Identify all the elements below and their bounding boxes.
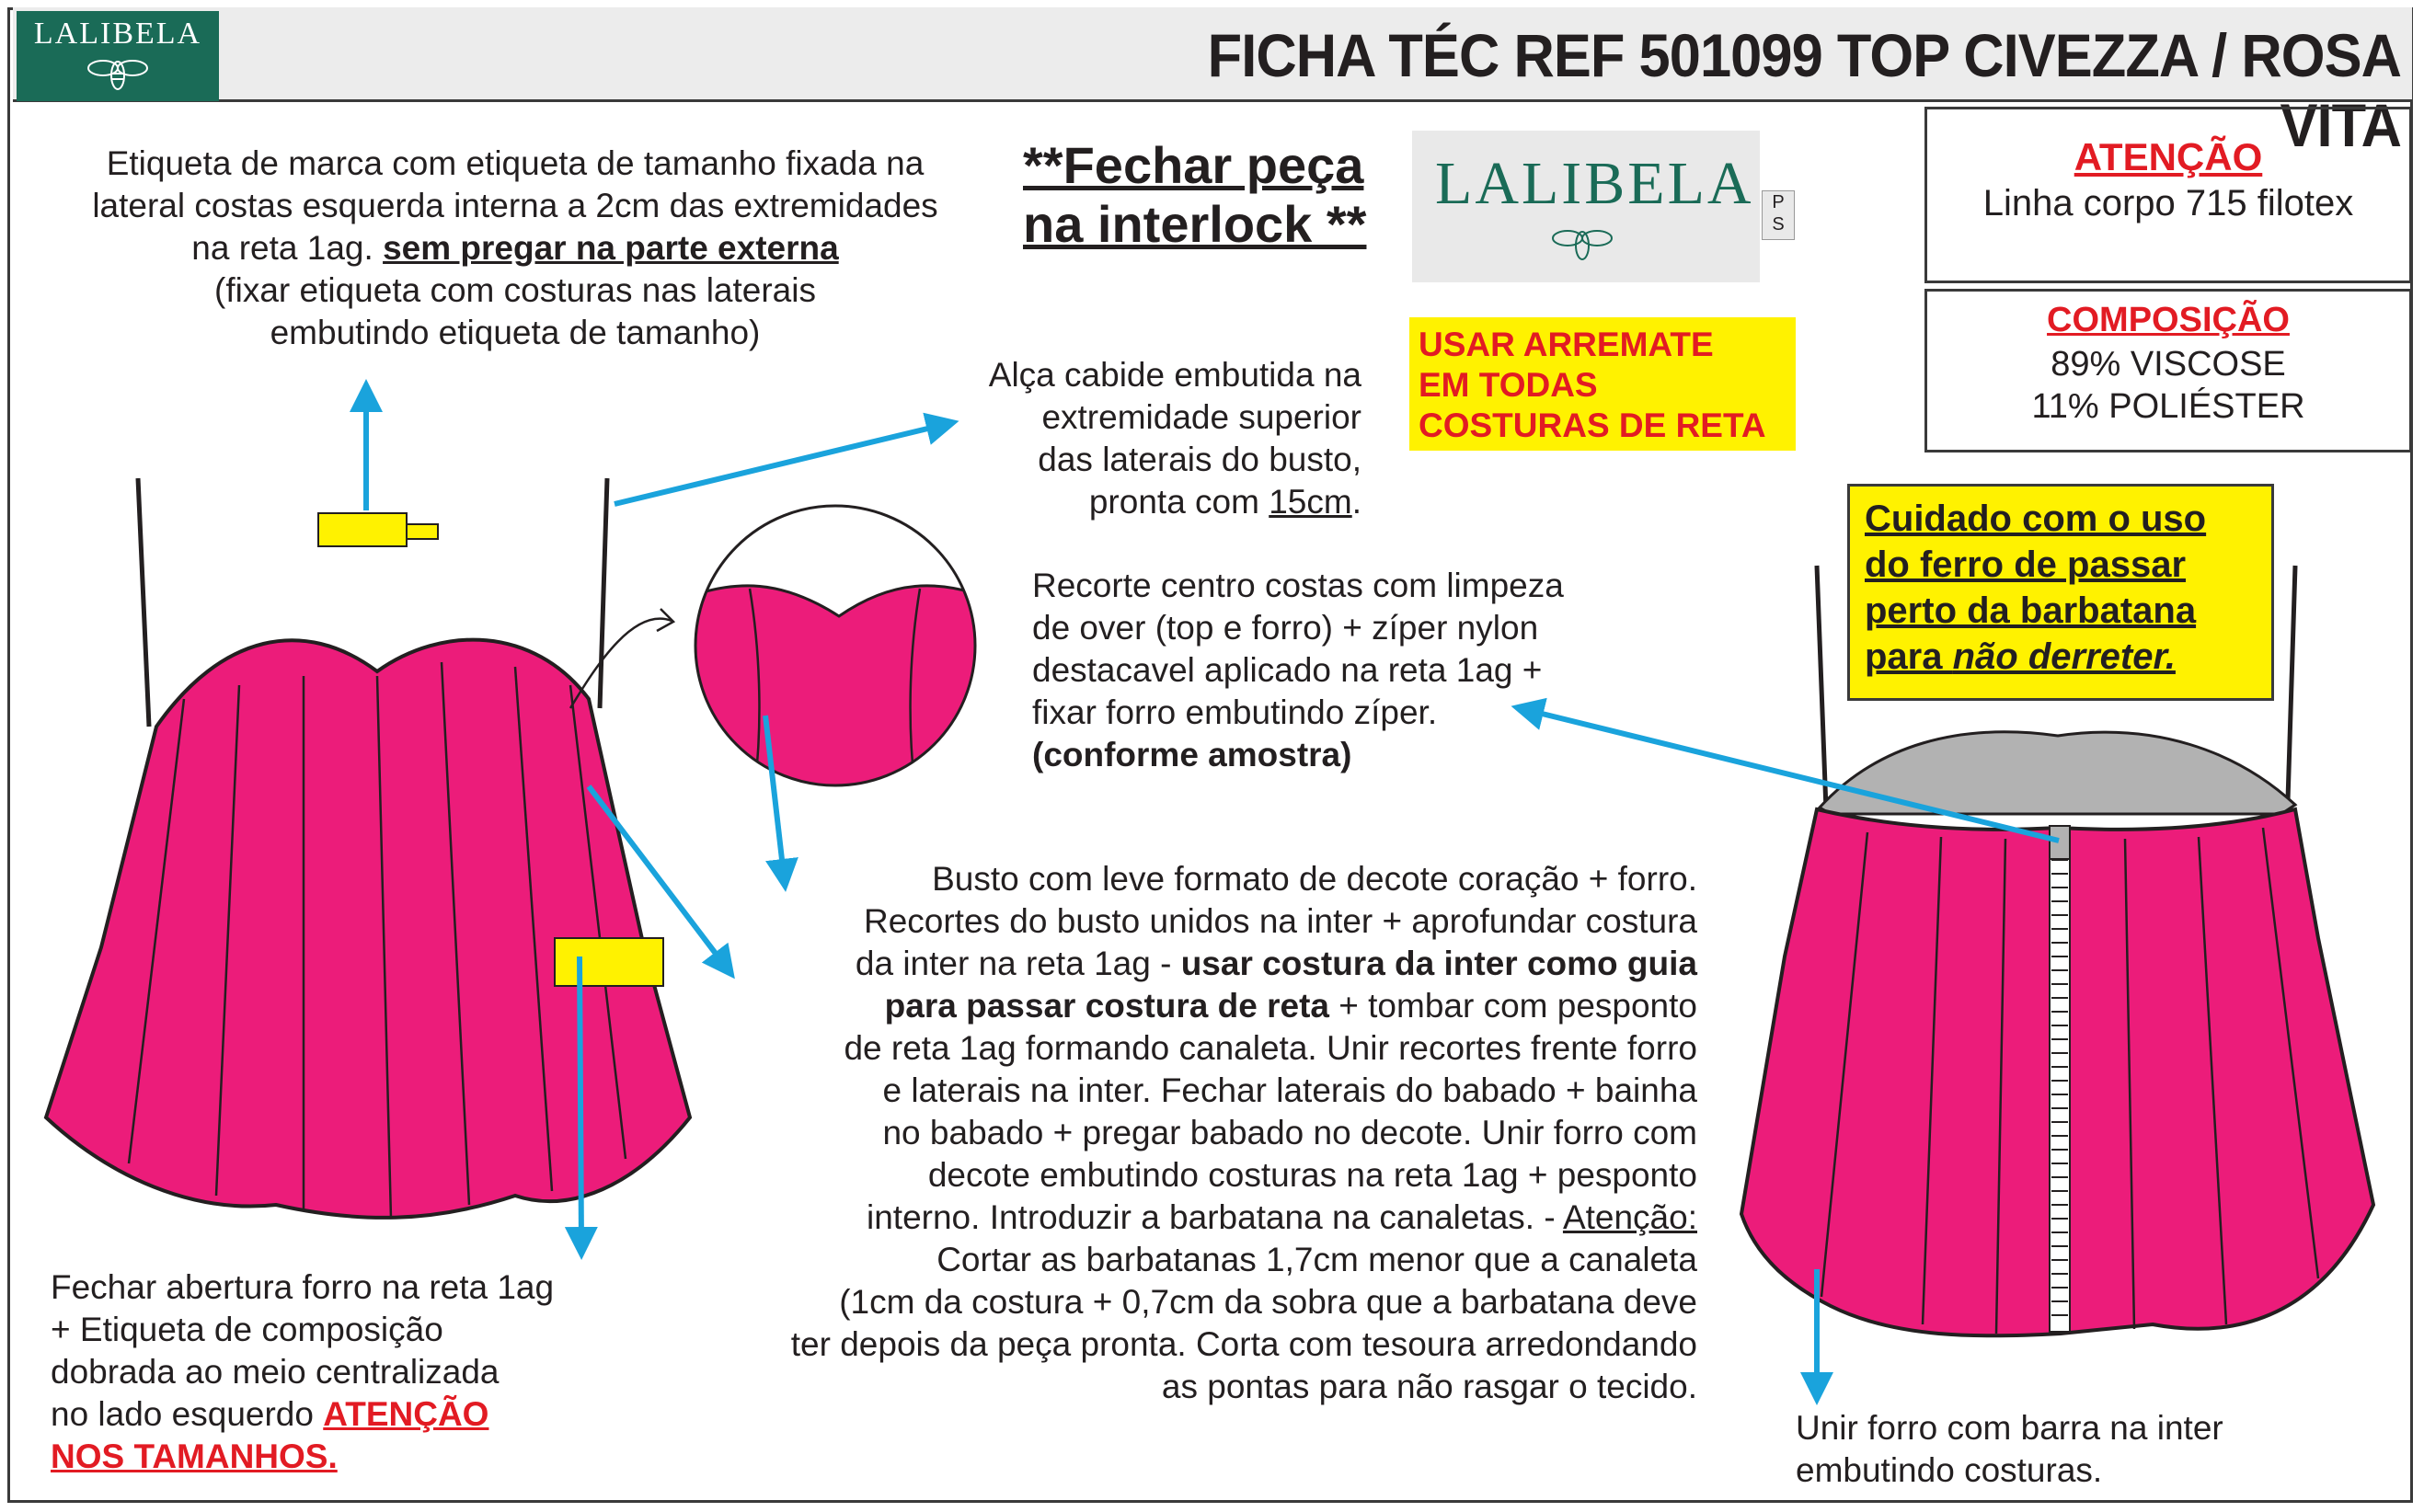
bee-icon (1545, 219, 1619, 267)
front-left-strap (138, 478, 149, 727)
iron-warning-box: Cuidado com o uso do ferro de passar perto da barbatana para não derreter. (1847, 484, 2274, 701)
arrow-composition-label (580, 956, 581, 1243)
zipper-note: Recorte centro costas com limpeza de over (top e forro) + zíper nylon destacavel aplicado na reta 1ag + fixar forro embutindo zíper. (conforme amostra) (1032, 567, 1564, 773)
bust-instructions: Busto com leve formato de decote coração + forro. Recortes do busto unidos na inter + aprofundar costura da inter na reta 1ag - usar costura da inter como guia para passar costura de reta + tombar com pesponto de reta 1ag formando canaleta. Unir recortes frente forro e laterais na inter. Fechar laterais do babado + bainha no babado + pregar babado no decote. Unir forro com decote embutindo costuras na reta 1ag + pesponto interno. Introduzir a barbatana na canaletas. - Atenção: Cortar as barbatanas 1,7cm menor que a canaleta (1cm da costura + 0,7cm da sobra que a barbatana deve ter depois da peça pronta. Corta com tesoura arredondando as pontas para não rasgar o tecido. (790, 860, 1697, 1405)
atencao-box: ATENÇÃO Linha corpo 715 filotex (1924, 107, 2412, 283)
front-view (46, 478, 690, 1219)
brand-logo-text: LALIBELA (33, 17, 202, 51)
brand-label-marker (318, 513, 407, 546)
lining-hem-note: Unir forro com barra na inter embutindo costuras. (1796, 1409, 2223, 1489)
bust-detail-circle (685, 506, 989, 800)
zipper-pull (2050, 826, 2070, 859)
arremate-note: USAR ARREMATE EM TODAS COSTURAS DE RETA (1409, 317, 1796, 451)
page-title: FICHA TÉC REF 501099 TOP CIVEZZA / ROSA VITA (1207, 21, 2401, 159)
interlock-note: **Fechar peça na interlock ** (1023, 136, 1367, 253)
size-logo-text: LALIBELA (1435, 150, 1754, 217)
size-tag: P S (1762, 190, 1795, 240)
composicao-box: COMPOSIÇÃO 89% VISCOSE 11% POLIÉSTER (1924, 289, 2412, 452)
brand-label-note: Etiqueta de marca com etiqueta de tamanho fixada na lateral costas esquerda interna a 2cm das extremidades na reta 1ag. sem pregar na parte externa (fixar etiqueta com costuras nas laterais embutindo etiqueta de tamanho) (92, 144, 938, 351)
composition-label-note: Fechar abertura forro na reta 1ag + Etiqueta de composição dobrada ao meio centralizada no lado esquerdo ATENÇÃO NOS TAMANHOS. (51, 1268, 555, 1475)
hanger-loop-note: Alça cabide embutida na extremidade superior das laterais do busto, pronta com 15cm. (988, 356, 1361, 521)
front-body (46, 640, 690, 1218)
front-right-strap (600, 478, 607, 708)
